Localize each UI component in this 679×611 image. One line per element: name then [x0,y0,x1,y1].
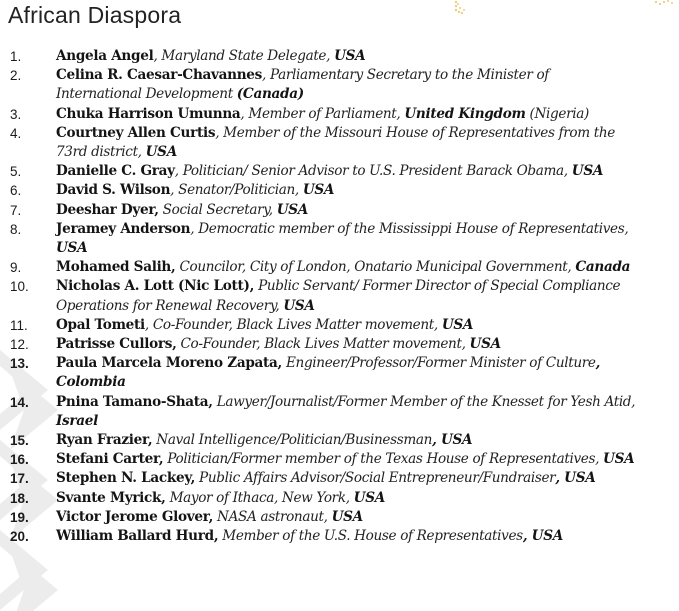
list-item [0,258,679,277]
person-name: William Ballard Hurd, [56,528,219,545]
role-description: Parliamentary Secretary to the Minister of International Development [56,67,549,103]
list-item-text [56,469,636,488]
list-item-number: 17. [10,471,29,487]
person-name: Celina R. Caesar-Chavannes [56,67,263,84]
person-name: Chuka Harrison Umunna [56,105,241,122]
role-description: NASA astronaut, [217,508,332,525]
list-item [0,316,679,335]
country: USA [603,451,635,468]
person-name: Paula Marcela Moreno Zapata, [56,355,282,372]
country: United Kingdom [404,105,526,122]
country: USA [276,201,309,218]
list-item-number: 7. [10,202,22,218]
role-description: Public Servant/ Former Director of Special Compliance Operations for Renewal Recovery, [56,278,621,314]
country: USA [283,297,315,314]
role-description: Mayor of Ithaca, New York, [169,489,354,506]
role-description: Co-Founder, Black Lives Matter movement, [152,316,442,333]
list-item-number: 18. [10,490,29,506]
country: USA [469,336,501,353]
separator: , [174,163,183,180]
country: USA [353,489,385,506]
role-description: Politician/ Senior Advisor to U.S. President Barack Obama, [182,163,572,180]
list-item-number: 16. [10,452,29,468]
country: USA [56,240,88,257]
role-description: Lawyer/Journalist/Former Member of the Knesset for Yesh Atid, [216,393,636,410]
person-name: Deeshar Dyer, [56,201,159,218]
list-item-text [56,431,636,450]
role-description: Member of Parliament, [248,105,405,122]
person-name: Stefani Carter, [56,451,164,468]
list-item-number: 12. [10,337,29,353]
list-item [0,124,679,162]
list-item-number: 5. [10,164,22,180]
person-name: Opal Tometi [56,316,145,333]
list-item-number: 11. [10,317,28,333]
list-item-text [56,527,636,546]
list-item [0,527,679,546]
country: , Colombia [56,355,601,391]
list-item-number: 1. [10,49,22,64]
list-item [0,469,679,488]
role-description: Engineer/Professor/Former Minister of Culture [285,355,596,372]
list-item [0,489,679,508]
list-item [0,354,679,392]
list-item-text [56,201,636,220]
list-item-number: 3. [10,106,22,122]
separator: , [170,182,179,199]
country: USA [441,316,474,333]
list-item [0,201,679,220]
country: Israel [56,412,98,429]
role-description: Member of the Missouri House of Representatives from the 73rd district, [56,124,615,161]
country: USA [302,182,335,199]
role-description: Social Secretary, [162,201,277,218]
list-item-number: 19. [10,509,29,525]
list-item-text [56,66,636,104]
person-name: Jeramey Anderson [56,220,191,237]
person-name: Stephen N. Lackey, [56,470,196,487]
list-item [0,335,679,354]
person-name: Ryan Frazier, [56,432,153,449]
role-description: Member of the U.S. House of Representatives [222,528,523,545]
list-item [0,47,679,66]
list-item-number: 13. [10,356,29,372]
person-name: David S. Wilson [56,182,171,199]
country: (Canada) [236,86,304,103]
list-item-text [56,258,636,277]
list-item-text [56,277,636,315]
list-item [0,450,679,469]
list-item [0,508,679,527]
list-item-text [56,220,636,258]
list-item-text [56,124,636,162]
country: , USA [522,528,563,545]
role-description: Councilor, City of London, Onatario Municipal Government, [179,259,576,276]
list-item-text [56,316,636,335]
list-item-number: 10. [10,279,29,295]
list-item-number: 6. [10,183,22,199]
list-item-text [56,508,636,527]
role-description: Senator/Politician, [178,182,303,199]
list-item-text [56,335,636,354]
list-item-text [56,105,636,124]
separator: , [153,48,162,64]
list-item [0,277,679,315]
list-item-text [56,47,636,66]
list-item-number: 9. [10,260,22,276]
role-description: Politician/Former member of the Texas House of Representatives, [167,451,604,468]
country: USA [331,508,363,525]
separator: , [215,124,224,141]
role-description: Co-Founder, Black Lives Matter movement, [180,336,470,353]
person-name: Nicholas A. Lott (Nic Lott), [56,278,255,295]
role-description: Public Affairs Advisor/Social Entrepreneur/Fundraiser [199,470,556,487]
list-item-number: 15. [10,433,29,449]
list-item [0,66,679,104]
list-item [0,393,679,431]
person-name: Mohamed Salih, [56,259,176,276]
person-name: Patrisse Cullors, [56,336,177,353]
country: Canada [575,259,631,276]
list-item [0,431,679,450]
list-item-number: 2. [10,68,22,84]
list-item-text [56,489,636,508]
country: USA [571,163,604,180]
separator: , [144,316,153,333]
person-name: Danielle C. Gray [56,163,175,180]
country: , USA [432,432,473,449]
diaspora-list [0,47,679,546]
list-item [0,162,679,181]
extra-note: (Nigeria) [525,105,589,122]
list-item-text [56,354,636,392]
person-name: Svante Myrick, [56,489,166,506]
country: USA [334,48,366,64]
list-item-text [56,393,636,431]
list-item [0,181,679,200]
person-name: Angela Angel [56,48,154,64]
list-item-number: 14. [10,394,29,410]
country: , USA [555,470,596,487]
separator: , [190,220,199,237]
role-description: Naval Intelligence/Politician/Businessman [156,432,433,449]
person-name: Courtney Allen Curtis [56,124,216,141]
decorative-dots [440,0,679,22]
list-item-number: 8. [10,221,22,237]
person-name: Pnina Tamano-Shata, [56,393,213,410]
separator: , [240,105,249,122]
list-item-text [56,450,636,469]
role-description: Democratic member of the Mississippi House of Representatives, [198,220,629,237]
person-name: Victor Jerome Glover, [56,508,214,525]
list-item-text [56,181,636,200]
page-title: African Diaspora [8,2,182,28]
separator: , [262,67,270,84]
list-item [0,220,679,258]
role-description: Maryland State Delegate, [161,48,335,64]
list-item-text [56,162,636,181]
country: USA [145,144,177,161]
list-item [0,105,679,124]
list-item-number: 4. [10,125,22,141]
list-item-number: 20. [10,529,29,545]
